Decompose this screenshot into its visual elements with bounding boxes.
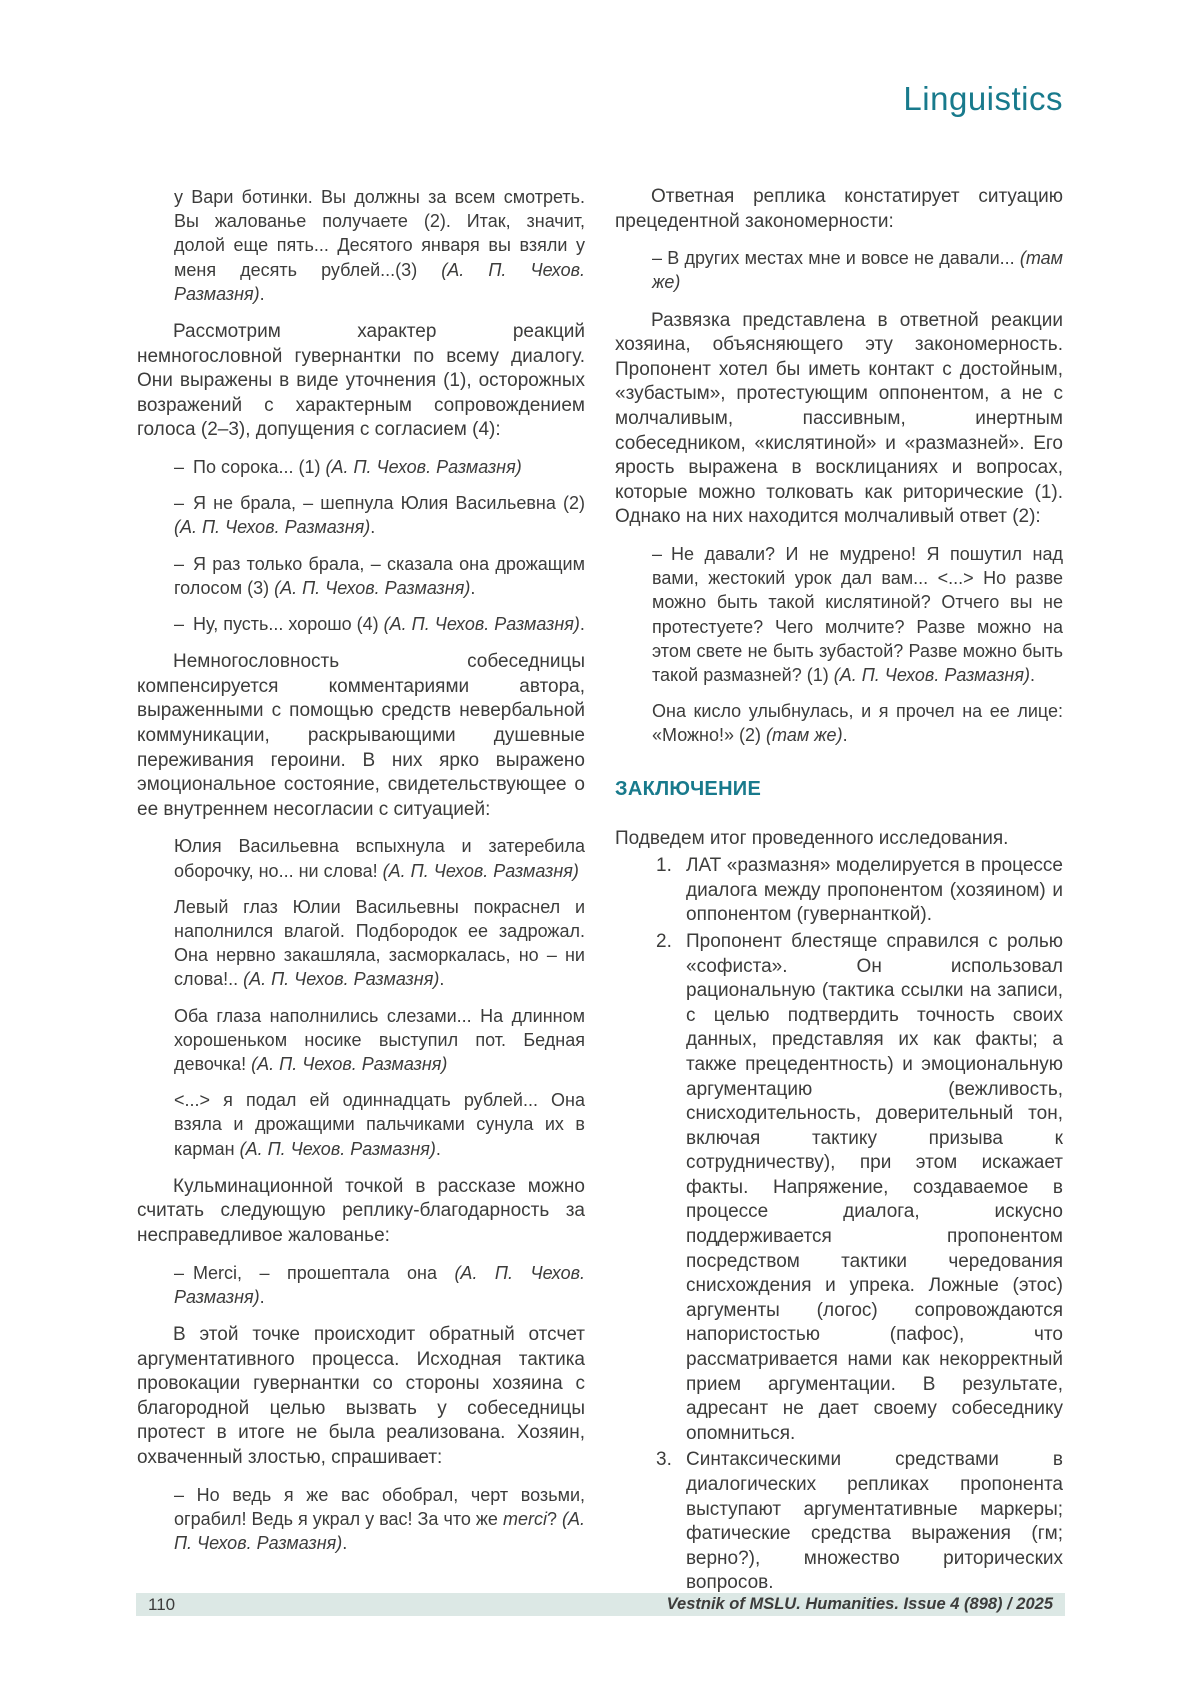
italic-text: (А. П. Чехов. Размазня) <box>383 614 580 634</box>
list-item <box>615 930 1063 1446</box>
block-quote <box>174 185 585 306</box>
text-run: В этой точке происходит обратный отсчет аргументативного процесса. Исходная тактика провокации гувернантки со стороны хозяина с благородной целью вызвать у собеседницы протест в итоге не была реализована. Хозяин, охваченный злостью, спрашивает: <box>137 1323 585 1468</box>
right-column <box>615 185 1063 1596</box>
text-run: Рассмотрим характер реакций немногословной гувернантки по всему диалогу. Они выражены в виде уточнения (1), осторожных возражений с характерным сопровождением голоса (2–3), допущения с согласием (4): <box>137 321 585 441</box>
text-run: <...> я подал ей одиннадцать рублей... Она взяла и дрожащими пальчиками сунула их в карман <box>174 1090 585 1159</box>
text-run: – По сорока... (1) <box>174 456 326 477</box>
italic-text: (А. П. Чехов. Размазня) <box>174 1262 585 1307</box>
text-run: – Но ведь я же вас обобрал, черт возьми, ограбил! Ведь я украл у вас! За что же <box>174 1484 585 1529</box>
text-run: ? <box>546 1508 562 1529</box>
text-run: . <box>579 614 585 634</box>
list-item-text <box>686 1448 1063 1596</box>
list-item-text <box>686 930 1063 1446</box>
text-run: – В других местах мне и вовсе не давали... <box>652 248 1020 269</box>
text-run: Синтаксическими средствами в диалогических репликах пропонента выступают аргументативные маркеры; фатические средства выражения (гм; верно?), множество риторических вопросов. <box>686 1449 1063 1594</box>
italic-text: merci <box>502 1508 547 1529</box>
italic-text: (А. П. Чехов. Размазня) <box>325 456 522 477</box>
italic-text: (А. П. Чехов. Размазня) <box>239 1138 436 1159</box>
text-run: Подведем итог проведенного исследования. <box>615 827 1009 849</box>
paragraph <box>615 827 1063 852</box>
block-quote <box>174 612 585 636</box>
block-quote <box>174 1483 585 1556</box>
italic-text: (там же) <box>652 248 1063 293</box>
numbered-list <box>615 854 1063 1596</box>
italic-text: (А. П. Чехов. Размазня) <box>274 577 471 598</box>
journal-reference: Vestnik of MSLU. Humanities. Issue 4 (898) / 2025 <box>666 1595 1053 1613</box>
italic-text: (А. П. Чехов. Размазня) <box>174 517 371 538</box>
text-run: Юлия Васильевна вспыхнула и затеребила оборочку, но... ни слова! <box>174 836 585 881</box>
block-quote <box>174 1261 585 1309</box>
text-run: – Я не брала, – шепнула Юлия Васильевна (2) <box>174 493 585 514</box>
text-run: . <box>259 1286 265 1307</box>
list-item <box>615 1448 1063 1596</box>
block-quote <box>174 552 585 600</box>
block-quote <box>652 699 1063 747</box>
italic-text: (А. П. Чехов. Размазня) <box>833 664 1030 685</box>
italic-text: (А. П. Чехов. Размазня) <box>174 259 586 304</box>
paragraph <box>137 320 585 443</box>
italic-text: (А. П. Чехов. Размазня) <box>382 860 579 881</box>
text-run: . <box>435 1138 441 1159</box>
text-run: . <box>842 725 848 746</box>
text-run: . <box>370 517 376 538</box>
text-run: – Ну, пусть... хорошо (4) <box>174 614 384 634</box>
list-item-number: 3. <box>656 1449 672 1471</box>
paragraph <box>615 185 1063 234</box>
text-run: Пропонент блестяще справился с ролью «софиста». Он использовал рациональную (тактика ссылки на записи, с целью подтвердить точность своих данных, представляя их как факты; а также прецедентность) и эмоциональную аргументацию (вежливость, снисходительность, доверительный тон, включая тактику призыва к сотрудничеству), при этом искажает факты. Напряжение, создаваемое в процессе диалога, искусно поддерживается пропонентом посредством тактики чередования снисхождения и упрека. Ложные (этос) аргументы (логос) сопровождаются напористостью (пафос), что рассматривается нами как некорректный прием аргументации. В результате, адресант не дает своему собеседнику опомниться. <box>686 930 1063 1444</box>
text-run: – Merci, – прошептала она <box>174 1262 455 1283</box>
text-run: . <box>439 969 445 990</box>
italic-text: (А. П. Чехов. Размазня) <box>243 969 440 990</box>
text-run: . <box>1029 664 1035 685</box>
block-quote <box>174 834 585 882</box>
section-heading: ЗАКЛЮЧЕНИЕ <box>615 777 762 800</box>
paragraph <box>137 1175 585 1249</box>
text-run: Левый глаз Юлии Васильевны покраснел и наполнился влагой. Подбородок ее задрожал. Она нервно закашляла, засморкалась, но – ни слова!.. <box>174 896 585 990</box>
text-run: . <box>259 283 265 304</box>
text-run: Развязка представлена в ответной реакции хозяина, объясняющего эту закономерность. Пропонент хотел бы иметь контакт с достойным, «зубастым», протестующим оппонентом, а не с молчаливым, пассивным, инертным собеседником, «кислятиной» и «размазней». Его ярость выражена в восклицаниях и вопросах, которые можно толковать как риторические (1). Однако на них находится молчаливый ответ (2): <box>615 309 1063 528</box>
text-run: – Я раз только брала, – сказала она дрожащим голосом (3) <box>174 553 585 598</box>
italic-text: (А. П. Чехов. Размазня) <box>174 1508 585 1553</box>
block-quote <box>174 455 585 479</box>
block-quote <box>174 491 585 539</box>
italic-text: (там же) <box>766 725 843 746</box>
list-item-number: 2. <box>656 930 672 952</box>
text-run: Кульминационной точкой в рассказе можно считать следующую реплику-благодарность за несправедливое жалованье: <box>137 1175 585 1246</box>
block-quote <box>174 1004 585 1077</box>
text-run: – Не давали? И не мудрено! Я пошутил над вами, жестокий урок дал вам... <...> Но разве можно быть такой кислятиной? Отчего вы не протестуете? Чего молчите? Разве можно на этом свете не быть зубастой? Разве можно быть такой размазней? (1) <box>652 543 1063 685</box>
italic-text: (А. П. Чехов. Размазня) <box>251 1053 448 1074</box>
text-run: у Вари ботинки. Вы должны за всем смотреть. Вы жалованье получаете (2). Итак, значит, долой еще пять... Десятого января вы взяли у меня десять рублей...(3) <box>174 187 585 280</box>
text-run: ЛАТ «размазня» моделируется в процессе диалога между пропонентом (хозяином) и оппонентом (гувернанткой). <box>686 855 1063 926</box>
footer-bar <box>136 1593 1065 1616</box>
page-number: 110 <box>148 1594 176 1614</box>
list-item-text <box>686 854 1063 928</box>
paragraph <box>137 650 585 822</box>
left-column <box>137 185 585 1555</box>
text-run: Она кисло улыбнулась, и я прочел на ее лице: «Можно!» (2) <box>652 701 1063 746</box>
list-item-number: 1. <box>656 855 672 877</box>
paragraph <box>137 1323 585 1471</box>
text-run: . <box>342 1532 348 1553</box>
list-item <box>615 854 1063 928</box>
text-run: Оба глаза наполнились слезами... На длинном хорошеньком носике выступил пот. Бедная девочка! <box>174 1005 585 1074</box>
text-run: . <box>470 577 476 598</box>
block-quote <box>174 1088 585 1161</box>
text-run: Ответная реплика констатирует ситуацию прецедентной закономерности: <box>615 186 1063 232</box>
paragraph <box>615 309 1063 530</box>
block-quote <box>652 246 1063 294</box>
block-quote <box>174 895 585 992</box>
section-label: Linguistics <box>903 80 1063 117</box>
block-quote <box>652 542 1063 687</box>
text-run: Немногословность собеседницы компенсируется комментариями автора, выраженными с помощью средств невербальной коммуникации, раскрывающими душевные переживания героини. В них ярко выражено эмоциональное состояние, свидетельствующее о ее внутреннем несогласии с ситуацией: <box>137 651 585 820</box>
